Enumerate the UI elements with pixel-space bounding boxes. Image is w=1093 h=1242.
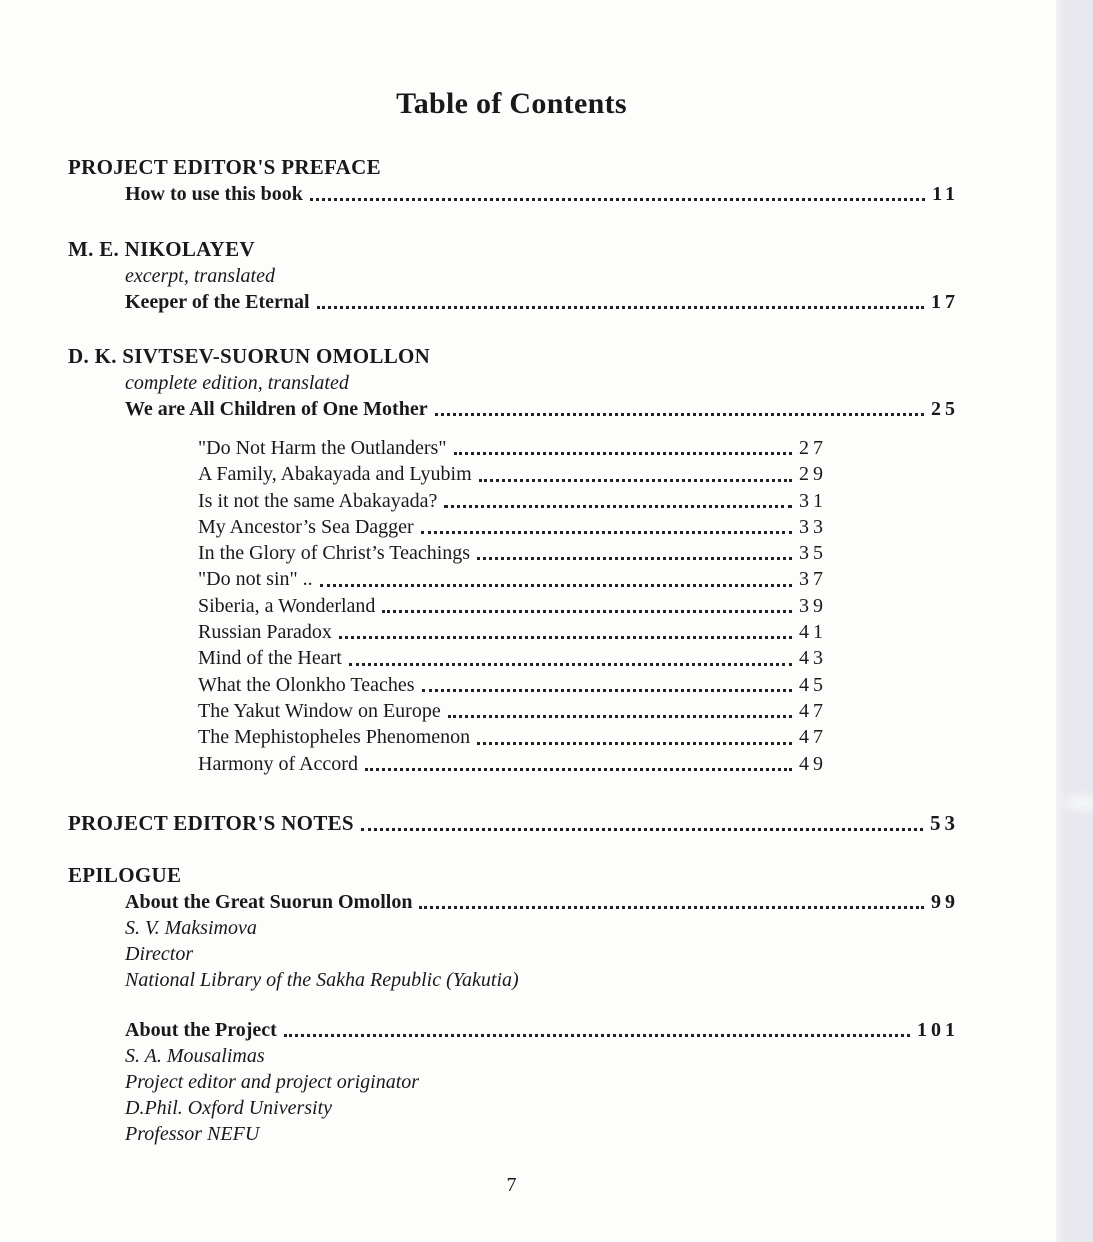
entry-title: PROJECT EDITOR'S NOTES (68, 810, 354, 835)
entry-title: About the Project (125, 1018, 277, 1041)
entry-page-number: 33 (799, 515, 827, 538)
entry-page-number: 45 (799, 673, 827, 696)
entry-page-number: 53 (930, 810, 959, 835)
section-note: complete edition, translated (125, 372, 349, 394)
entry-page-number: 25 (931, 398, 959, 420)
section-heading-epilogue: EPILOGUE (68, 862, 182, 887)
entry-title: What the Olonkho Teaches (198, 673, 415, 696)
dot-leader (284, 1034, 910, 1037)
dot-leader (365, 768, 792, 771)
dot-leader (477, 557, 792, 560)
toc-sub-entry (198, 724, 827, 750)
toc-sub-entry (198, 461, 827, 487)
entry-title: Keeper of the Eternal (125, 291, 310, 313)
dot-leader (382, 610, 792, 613)
dot-leader (421, 531, 792, 534)
dot-leader (339, 636, 792, 639)
toc-sub-entry (198, 435, 827, 461)
entry-page-number: 39 (799, 594, 827, 617)
entry-page-number: 11 (932, 183, 959, 205)
entry-page-number: 31 (799, 489, 827, 512)
dot-leader (422, 689, 793, 692)
dot-leader (444, 505, 792, 508)
entry-page-number: 27 (799, 437, 827, 459)
entry-title: We are All Children of One Mother (125, 398, 428, 420)
sub-entry-list (68, 435, 955, 777)
dot-leader (477, 742, 792, 745)
toc-entry (125, 1017, 959, 1043)
section-heading-notes (68, 810, 959, 837)
toc-sub-entry (198, 488, 827, 514)
toc-sub-entry (198, 593, 827, 619)
entry-author-affiliation: National Library of the Sakha Republic (Yakutia) (125, 968, 519, 991)
entry-title: How to use this book (125, 183, 303, 205)
entry-author-degree: D.Phil. Oxford University (125, 1096, 333, 1119)
entry-title: Mind of the Heart (198, 647, 342, 670)
entry-title: In the Glory of Christ’s Teachings (198, 542, 471, 565)
entry-page-number: 47 (799, 699, 827, 722)
entry-page-number: 29 (799, 463, 827, 486)
folio-page-number: 7 (506, 1174, 517, 1196)
dot-leader (479, 479, 792, 482)
entry-page-number: 17 (931, 291, 959, 313)
toc-sub-entry (198, 540, 827, 566)
section-note: excerpt, translated (125, 265, 275, 287)
toc-entry (125, 181, 959, 207)
entry-page-number: 99 (931, 890, 959, 913)
dot-leader (448, 715, 792, 718)
toc-sub-entry (198, 619, 827, 645)
entry-author-role: Project editor and project originator (125, 1070, 420, 1093)
entry-title: Harmony of Accord (198, 752, 358, 775)
dot-leader (361, 828, 923, 831)
entry-title: "Do not sin" .. (198, 568, 313, 591)
section-heading-nikolayev: M. E. NIKOLAYEV (68, 237, 255, 261)
dot-leader (435, 413, 924, 416)
entry-page-number: 101 (917, 1018, 959, 1041)
section-heading-preface: PROJECT EDITOR'S PREFACE (68, 155, 381, 179)
toc-sub-entry (198, 751, 827, 777)
entry-author: S. A. Mousalimas (125, 1044, 265, 1067)
dot-leader (454, 452, 793, 455)
section-heading-omollon: D. K. SIVTSEV-SUORUN OMOLLON (68, 344, 431, 368)
entry-author: S. V. Maksimova (125, 916, 257, 939)
entry-page-number: 43 (799, 647, 827, 670)
entry-author-role: Director (125, 942, 194, 965)
entry-page-number: 47 (799, 726, 827, 749)
entry-page-number: 49 (799, 752, 827, 775)
toc-sub-entry (198, 514, 827, 540)
toc-sub-entry (198, 566, 827, 592)
scan-page-edge (1056, 0, 1093, 1242)
dot-leader (320, 584, 792, 587)
entry-title: Is it not the same Abakayada? (198, 489, 438, 512)
entry-title: A Family, Abakayada and Lyubim (198, 463, 472, 486)
entry-title: Siberia, a Wonderland (198, 594, 376, 617)
entry-page-number: 35 (799, 542, 827, 565)
toc-sub-entry (198, 672, 827, 698)
entry-page-number: 37 (799, 568, 827, 591)
entry-page-number: 41 (799, 621, 827, 644)
page-title: Table of Contents (396, 87, 627, 120)
dot-leader (419, 906, 924, 909)
dot-leader (317, 306, 924, 309)
entry-title: Russian Paradox (198, 621, 332, 644)
scan-artifact (1056, 790, 1093, 816)
entry-author-title: Professor NEFU (125, 1122, 260, 1145)
entry-title: About the Great Suorun Omollon (125, 890, 413, 913)
toc-entry (125, 396, 959, 422)
toc-sub-entry (198, 698, 827, 724)
dot-leader (310, 198, 925, 201)
entry-title: My Ancestor’s Sea Dagger (198, 515, 414, 538)
toc-entry (125, 289, 959, 315)
entry-title: The Yakut Window on Europe (198, 699, 441, 722)
entry-title: "Do Not Harm the Outlanders" (198, 437, 447, 459)
toc-page-content (68, 0, 959, 1147)
toc-entry (125, 889, 959, 915)
toc-sub-entry (198, 645, 827, 671)
dot-leader (349, 663, 792, 666)
entry-title: The Mephistopheles Phenomenon (198, 726, 471, 749)
